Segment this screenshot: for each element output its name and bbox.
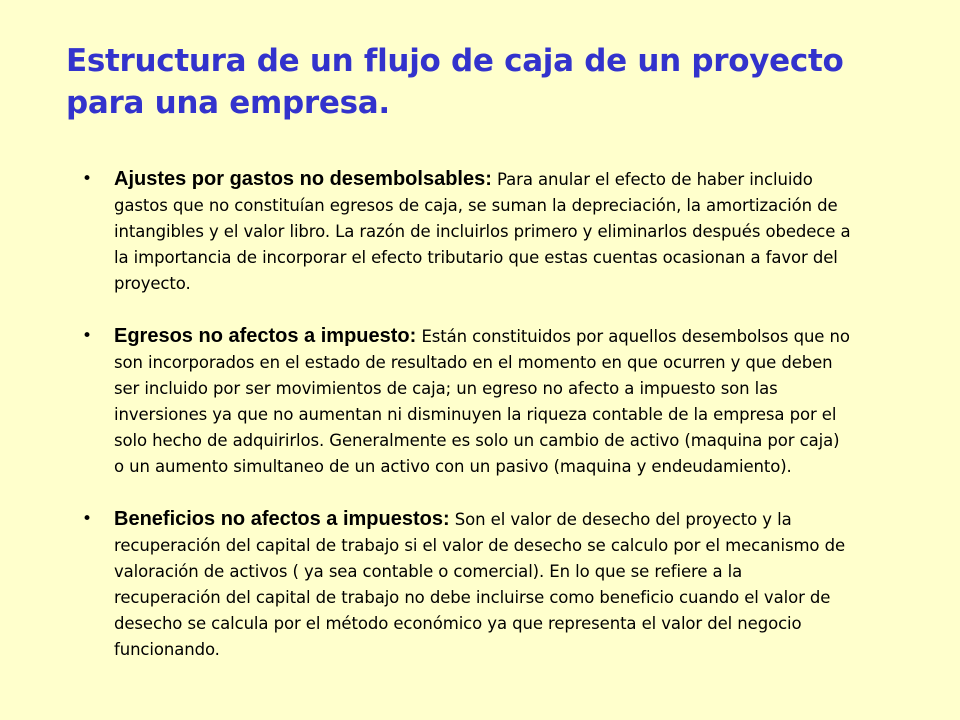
bullet-text: Para anular el efecto de haber incluido gastos que no constituían egresos de caja, se suman la depreciación, la amortización de intangibles y el valor libro. La razón de incluirlos primero y eliminarlos después obedece a la importancia de incorporar el efecto tributario que estas cuentas ocasionan a favor del proyecto. bbox=[114, 170, 851, 293]
bullet-item-ajustes bbox=[72, 166, 852, 297]
bullet-list bbox=[72, 166, 852, 663]
slide-title: Estructura de un flujo de caja de un proyecto para una empresa. bbox=[66, 43, 844, 121]
bullet-dot-icon: • bbox=[82, 326, 93, 346]
bullet-text: Son el valor de desecho del proyecto y la recuperación del capital de trabajo si el valor de desecho se calculo por el mecanismo de valoración de activos ( ya sea contable o comercial). En lo que se refiere a la recuperación del capital de trabajo no debe incluirse como beneficio cuando el valor de desecho se calcula por el método económico ya que representa el valor del negocio funcionando. bbox=[114, 510, 845, 659]
bullet-item-egresos bbox=[72, 323, 852, 480]
bullet-term: Beneficios no afectos a impuestos: bbox=[114, 508, 450, 530]
bullet-item-beneficios bbox=[72, 506, 852, 663]
bullet-term: Egresos no afectos a impuesto: bbox=[114, 325, 417, 347]
bullet-dot-icon: • bbox=[82, 509, 93, 529]
bullet-dot-icon: • bbox=[82, 169, 93, 189]
bullet-term: Ajustes por gastos no desembolsables: bbox=[114, 168, 492, 190]
bullet-text: Están constituidos por aquellos desembolsos que no son incorporados en el estado de resultado en el momento en que ocurren y que deben ser incluido por ser movimientos de caja; un egreso no afecto a impuesto son las inversiones ya que no aumentan ni disminuyen la riqueza contable de la empresa por el solo hecho de adquirirlos. Generalmente es solo un cambio de activo (maquina por caja) o un aumento simultaneo de un activo con un pasivo (maquina y endeudamiento). bbox=[114, 327, 850, 476]
